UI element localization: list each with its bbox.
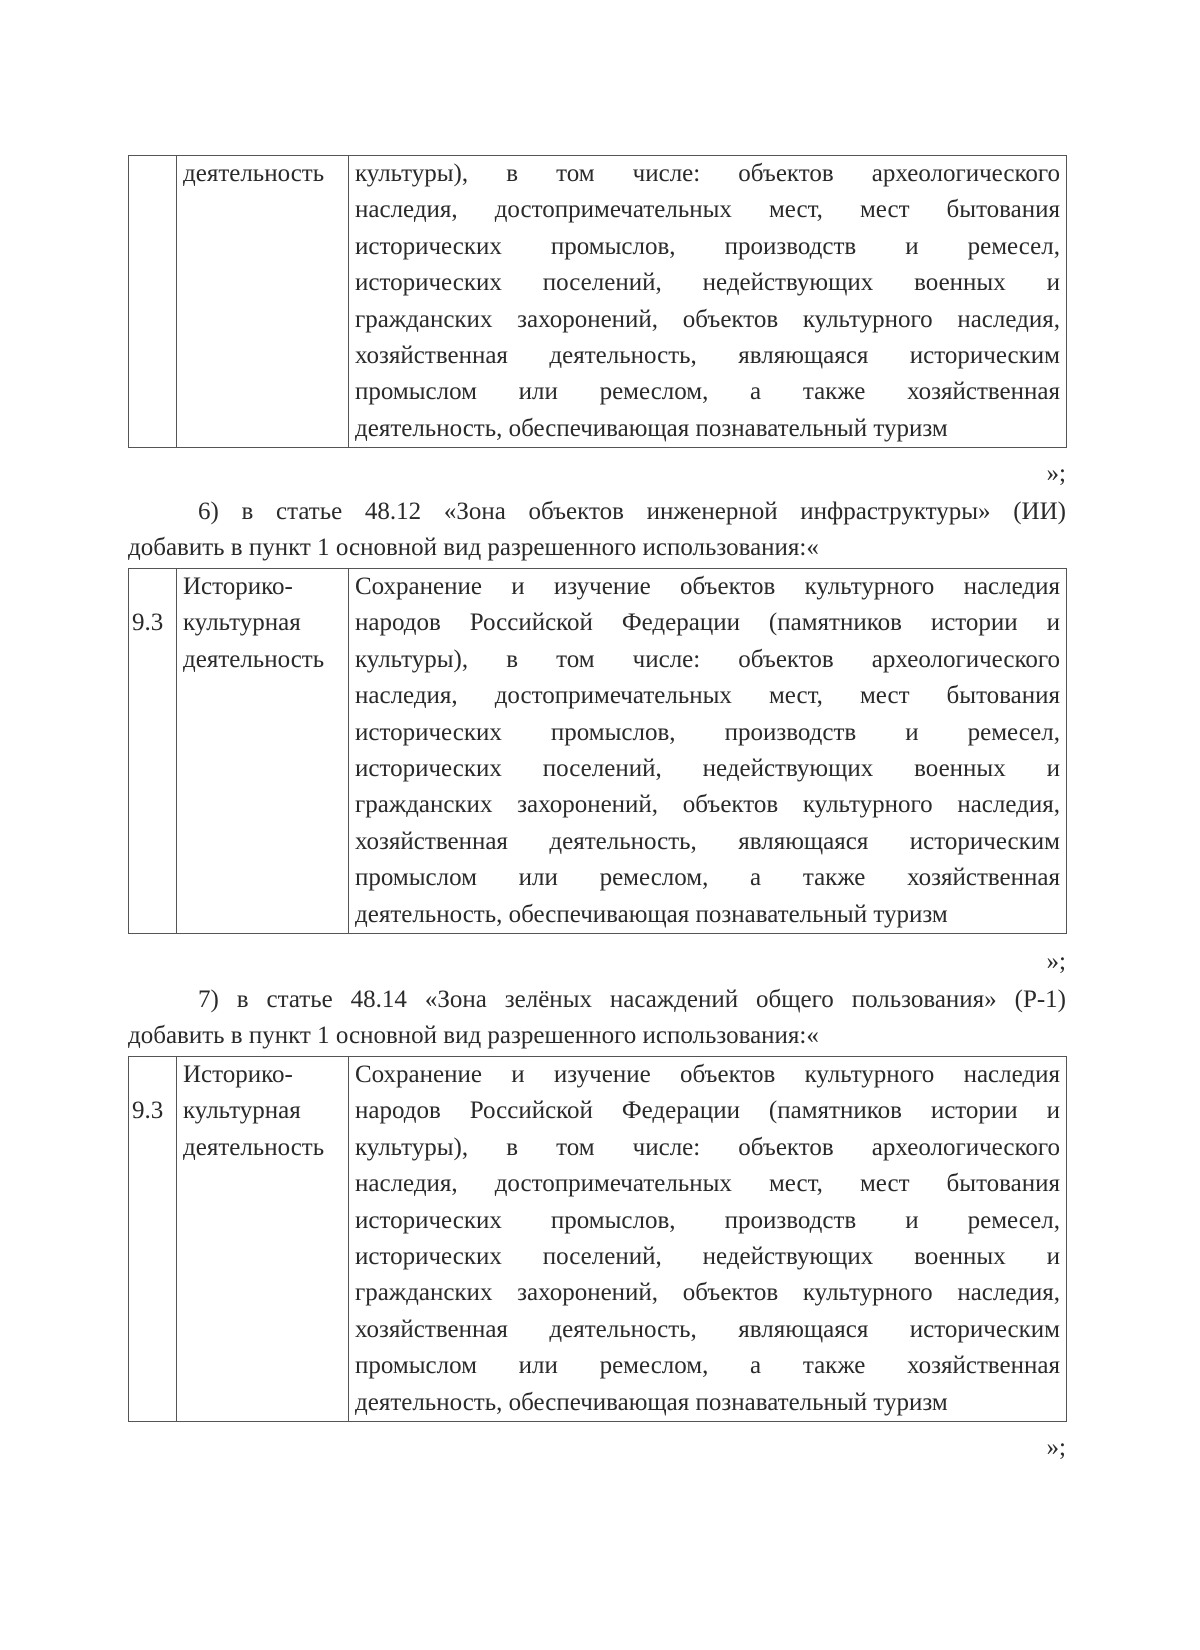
description-line: промыслом или ремеслом, а также хозяйственная — [355, 378, 1060, 406]
description-line: исторических поселений, недействующих военных и — [355, 269, 1060, 297]
activity-description-cell — [349, 156, 1067, 448]
closing-quote: »; — [1046, 948, 1066, 975]
paragraph-item-6 — [128, 494, 1066, 566]
row-number-cell: 9.3 — [129, 1057, 177, 1422]
description-line: промыслом или ремеслом, а также хозяйственная — [355, 864, 1060, 892]
row-number-cell — [129, 156, 177, 448]
description-line: культуры), в том числе: объектов археологического — [355, 160, 1060, 187]
activity-name-line: Историко- — [183, 573, 293, 600]
paragraph-line: 7) в статье 48.14 «Зона зелёных насаждений общего пользования» (Р-1) — [198, 986, 1066, 1013]
table-row — [129, 1057, 1067, 1422]
activity-name-line: культурная — [183, 1097, 301, 1125]
description-line: промыслом или ремеслом, а также хозяйственная — [355, 1352, 1060, 1380]
description-line: деятельность, обеспечивающая познавательный туризм — [355, 900, 948, 928]
description-line: исторических промыслов, производств и ремесел, — [355, 1206, 1060, 1234]
closing-quote: »; — [1046, 460, 1066, 487]
paragraph-line: 6) в статье 48.12 «Зона объектов инженерной инфраструктуры» (ИИ) — [198, 498, 1066, 525]
description-line: народов Российской Федерации (памятников истории и — [355, 1097, 1060, 1125]
description-line: деятельность, обеспечивающая познавательный туризм — [355, 1388, 948, 1416]
paragraph-item-7 — [128, 982, 1066, 1054]
activity-description-cell — [349, 569, 1067, 934]
description-line: исторических промыслов, производств и ремесел, — [355, 718, 1060, 746]
activity-name-line: деятельность — [183, 1133, 325, 1161]
description-line: Сохранение и изучение объектов культурного наследия — [355, 1061, 1060, 1088]
description-line: гражданских захоронений, объектов культурного наследия, — [355, 1279, 1060, 1307]
description-line: хозяйственная деятельность, являющаяся историческим — [355, 827, 1060, 855]
activity-name-line: деятельность — [183, 645, 325, 673]
description-line: культуры), в том числе: объектов археологического — [355, 1133, 1060, 1161]
description-line: Сохранение и изучение объектов культурного наследия — [355, 573, 1060, 600]
table-continuation — [128, 155, 1067, 448]
description-line: хозяйственная деятельность, являющаяся историческим — [355, 1315, 1060, 1343]
activity-description-cell — [349, 1057, 1067, 1422]
activity-name-cell — [177, 1057, 349, 1422]
description-line: хозяйственная деятельность, являющаяся историческим — [355, 341, 1060, 369]
activity-name-cell — [177, 156, 349, 448]
description-line: исторических промыслов, производств и ремесел, — [355, 232, 1060, 260]
closing-quote: »; — [1046, 1434, 1066, 1461]
table-row — [129, 156, 1067, 448]
activity-name-line: культурная — [183, 609, 301, 637]
paragraph-line: добавить в пункт 1 основной вид разрешенного использования:« — [128, 534, 819, 561]
description-line: исторических поселений, недействующих военных и — [355, 1242, 1060, 1270]
description-line: наследия, достопримечательных мест, мест бытования — [355, 682, 1060, 710]
table-item-7 — [128, 1056, 1067, 1422]
description-line: наследия, достопримечательных мест, мест бытования — [355, 1170, 1060, 1198]
activity-name-line: деятельность — [183, 160, 325, 187]
description-line: гражданских захоронений, объектов культурного наследия, — [355, 305, 1060, 333]
description-line: народов Российской Федерации (памятников истории и — [355, 609, 1060, 637]
table-row — [129, 569, 1067, 934]
description-line: исторических поселений, недействующих военных и — [355, 754, 1060, 782]
table-item-6 — [128, 568, 1067, 934]
row-number-cell: 9.3 — [129, 569, 177, 934]
activity-name-line: Историко- — [183, 1061, 293, 1088]
paragraph-line: добавить в пункт 1 основной вид разрешенного использования:« — [128, 1022, 819, 1049]
description-line: культуры), в том числе: объектов археологического — [355, 645, 1060, 673]
description-line: гражданских захоронений, объектов культурного наследия, — [355, 791, 1060, 819]
description-line: деятельность, обеспечивающая познавательный туризм — [355, 414, 948, 442]
activity-name-cell — [177, 569, 349, 934]
description-line: наследия, достопримечательных мест, мест бытования — [355, 196, 1060, 224]
